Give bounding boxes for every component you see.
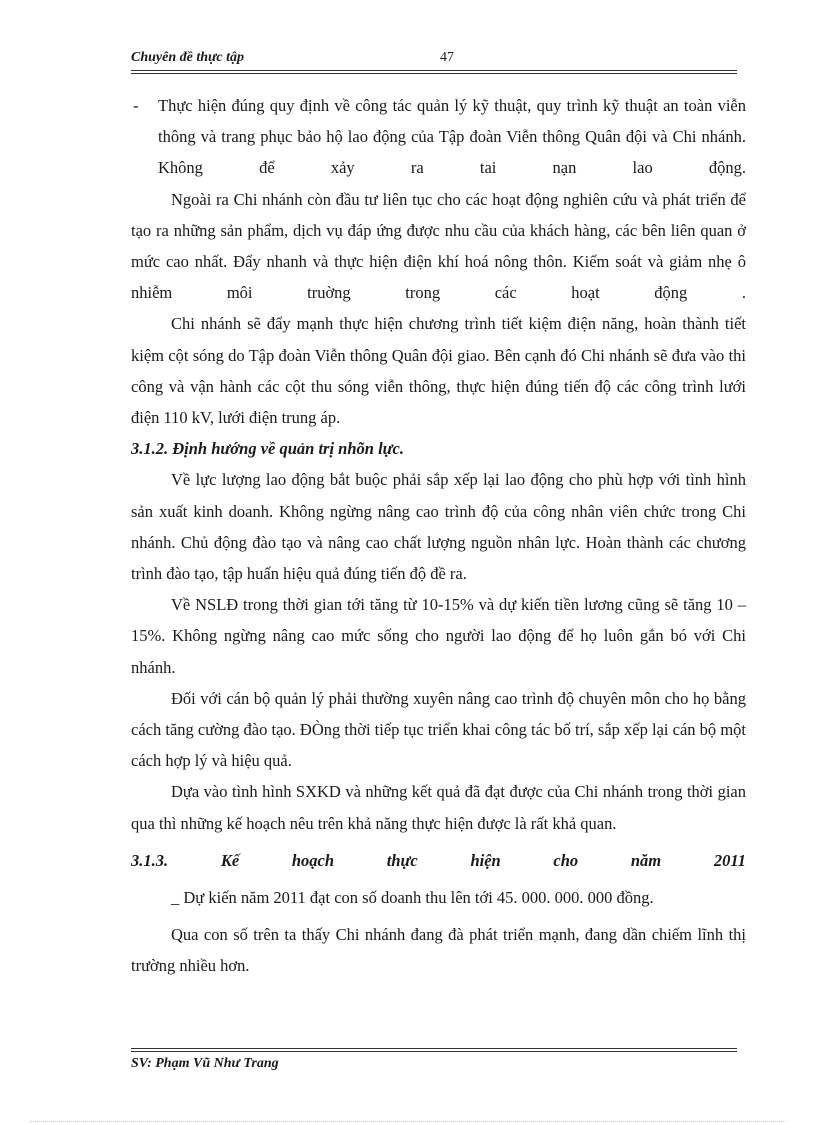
page-number: 47 xyxy=(440,50,454,65)
page-header xyxy=(131,50,737,70)
footer-author: SV: Phạm Vũ Như Trang xyxy=(131,1056,279,1071)
document-body xyxy=(131,90,746,982)
heading-word: Kế xyxy=(220,850,240,870)
paragraph: Ngoài ra Chi nhánh còn đầu tư liên tục cho các hoạt động nghiên cứu và phát triển để tạo ra những sản phẩm, dịch vụ đáp ứng được nhu cầu của khách hàng, các bên liên quan ở mức cao nhất. Đẩy nhanh và thực hiện điện khí hoá nông thôn. Kiểm soát và giảm nhẹ ô nhiễm môi truờng trong các hoạt động . xyxy=(131,189,746,303)
paragraph: Đối với cán bộ quản lý phải thường xuyên nâng cao trình độ chuyên môn cho họ bằng cách tăng cường đào tạo. ĐÒng thời tiếp tục triển khai công tác bố trí, sắp xếp lại cán bộ một cách hợp lý và hiệu quả. xyxy=(131,688,746,771)
heading-word: năm xyxy=(630,850,662,870)
bullet-item xyxy=(131,90,746,184)
heading-word: 2011 xyxy=(713,850,746,870)
header-rule xyxy=(131,70,737,71)
heading-word: thực xyxy=(386,850,418,870)
header-title: Chuyên đề thực tập xyxy=(131,50,245,65)
footer-rule xyxy=(131,1048,737,1049)
paragraph: Về NSLĐ trong thời gian tới tăng từ 10-15% và dự kiến tiền lương cũng sẽ tăng 10 – 15%. Không ngừng nâng cao mức sống cho người lao động để họ luôn gắn bó với Chi nhánh. xyxy=(131,595,746,677)
paragraph: Chi nhánh sẽ đẩy mạnh thực hiện chương trình tiết kiệm điện năng, hoàn thành tiết kiệm cột sóng do Tập đoàn Viễn thông Quân đội giao. Bên cạnh đó Chi nhánh sẽ đưa vào thi công và vận hành các cột thu sóng viễn thông, thực hiện đúng tiến độ các công trình lưới điện 110 kV, lưới điện trung áp. xyxy=(131,314,746,428)
section-heading xyxy=(131,845,746,876)
heading-word: cho xyxy=(553,850,579,870)
heading-word: 3.1.3. xyxy=(131,850,169,870)
paragraph: Về lực lượng lao động bắt buộc phải sắp xếp lại lao động cho phù hợp với tình hình sản xuất kinh doanh. Không ngừng nâng cao trình độ của công nhân viên chức trong Chi nhánh. Chủ động đào tạo và nâng cao chất lượng nguồn nhân lực. Hoàn thành các chương trình đào tạo, tập huấn hiệu quả đúng tiến độ đề ra. xyxy=(131,470,746,584)
paragraph: Dựa vào tình hình SXKD và những kết quả đã đạt được của Chi nhánh trong thời gian qua thì những kế hoạch nêu trên khả năng thực hiện được là rất khả quan. xyxy=(131,782,746,833)
page-edge xyxy=(30,1121,786,1122)
paragraph: _ Dự kiến năm 2011 đạt con số doanh thu lên tới 45. 000. 000. 000 đồng. xyxy=(171,888,654,908)
heading-word: hoạch xyxy=(291,850,335,870)
section-heading: 3.1.2. Định hướng về quản trị nhõn lực. xyxy=(131,439,404,459)
heading-word: hiện xyxy=(470,850,501,870)
bullet-text: Thực hiện đúng quy định về công tác quản lý kỹ thuật, quy trình kỹ thuật an toàn viễn thông và trang phục bảo hộ lao động của Tập đoàn Viễn thông Quân đội và Chi nhánh. Không để xảy ra tai nạn lao động. xyxy=(158,96,746,178)
paragraph: Qua con số trên ta thấy Chi nhánh đang đà phát triển mạnh, đang dần chiếm lĩnh thị trường nhiều hơn. xyxy=(131,925,746,976)
bullet-dash: - xyxy=(133,96,139,115)
